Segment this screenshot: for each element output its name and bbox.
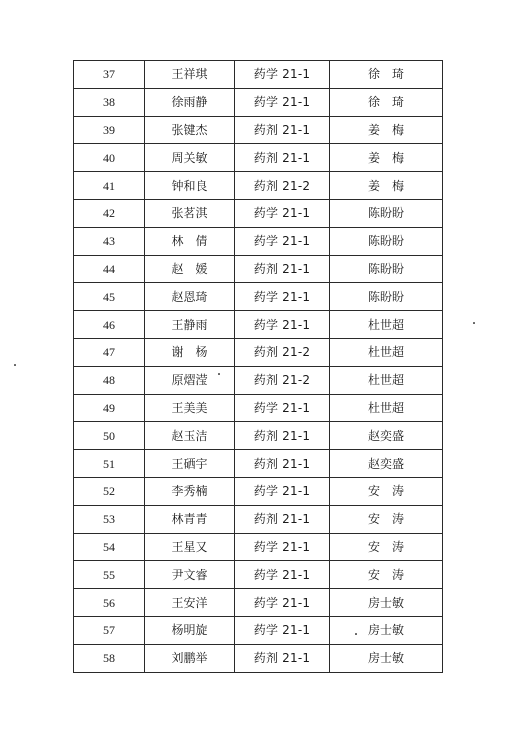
row-number: 53 [74, 505, 145, 533]
class-name: 药学 21-1 [235, 477, 330, 505]
class-name: 药剂 21-2 [235, 366, 330, 394]
table-row [74, 199, 443, 227]
class-name: 药剂 21-1 [235, 644, 330, 672]
tutor-name: 陈盼盼 [330, 227, 443, 255]
row-number: 49 [74, 394, 145, 422]
row-number: 44 [74, 255, 145, 283]
student-name: 王美美 [145, 394, 235, 422]
table-row [74, 477, 443, 505]
row-number: 42 [74, 199, 145, 227]
student-name: 周关敏 [145, 144, 235, 172]
class-name: 药学 21-1 [235, 311, 330, 339]
class-name: 药学 21-1 [235, 227, 330, 255]
row-number: 52 [74, 477, 145, 505]
student-name: 王硒宇 [145, 450, 235, 478]
class-name: 药剂 21-2 [235, 338, 330, 366]
student-name: 徐雨静 [145, 88, 235, 116]
class-name: 药学 21-1 [235, 589, 330, 617]
tutor-name: 陈盼盼 [330, 255, 443, 283]
tutor-name: 杜世超 [330, 366, 443, 394]
row-number: 50 [74, 422, 145, 450]
class-name: 药学 21-1 [235, 394, 330, 422]
table-row [74, 366, 443, 394]
student-name: 赵 媛 [145, 255, 235, 283]
student-name: 赵玉洁 [145, 422, 235, 450]
class-name: 药剂 21-1 [235, 144, 330, 172]
student-name: 刘鹏举 [145, 644, 235, 672]
row-number: 41 [74, 172, 145, 200]
row-number: 55 [74, 561, 145, 589]
table-row [74, 450, 443, 478]
class-name: 药学 21-1 [235, 561, 330, 589]
table-row [74, 644, 443, 672]
student-name: 王静雨 [145, 311, 235, 339]
student-name: 钟和良 [145, 172, 235, 200]
tutor-name: 徐 琦 [330, 61, 443, 89]
student-name: 林青青 [145, 505, 235, 533]
row-number: 51 [74, 450, 145, 478]
row-number: 40 [74, 144, 145, 172]
class-name: 药学 21-1 [235, 283, 330, 311]
class-name: 药学 21-1 [235, 199, 330, 227]
table-row [74, 394, 443, 422]
table-row [74, 533, 443, 561]
class-name: 药剂 21-1 [235, 505, 330, 533]
table-row [74, 338, 443, 366]
student-name: 杨明旋 [145, 616, 235, 644]
scan-speck [355, 633, 357, 635]
row-number: 56 [74, 589, 145, 617]
student-name: 赵恩琦 [145, 283, 235, 311]
tutor-name: 姜 梅 [330, 172, 443, 200]
student-name: 张键杰 [145, 116, 235, 144]
tutor-name: 姜 梅 [330, 144, 443, 172]
tutor-name: 陈盼盼 [330, 283, 443, 311]
student-name: 张茗淇 [145, 199, 235, 227]
scan-speck [473, 322, 475, 324]
class-name: 药学 21-1 [235, 88, 330, 116]
scan-speck [14, 364, 16, 366]
tutor-name: 房士敏 [330, 616, 443, 644]
table-row [74, 422, 443, 450]
table-body [74, 61, 443, 673]
table-row [74, 561, 443, 589]
table-row [74, 616, 443, 644]
row-number: 45 [74, 283, 145, 311]
student-name: 谢 杨 [145, 338, 235, 366]
class-name: 药学 21-1 [235, 533, 330, 561]
tutor-name: 安 涛 [330, 533, 443, 561]
class-name: 药学 21-1 [235, 61, 330, 89]
row-number: 58 [74, 644, 145, 672]
student-name: 原熠滢 [145, 366, 235, 394]
table-row [74, 255, 443, 283]
scan-speck [218, 373, 220, 375]
row-number: 37 [74, 61, 145, 89]
row-number: 57 [74, 616, 145, 644]
tutor-name: 房士敏 [330, 644, 443, 672]
tutor-name: 姜 梅 [330, 116, 443, 144]
tutor-name: 徐 琦 [330, 88, 443, 116]
student-name: 林 倩 [145, 227, 235, 255]
tutor-name: 杜世超 [330, 338, 443, 366]
row-number: 43 [74, 227, 145, 255]
student-name: 尹文睿 [145, 561, 235, 589]
row-number: 46 [74, 311, 145, 339]
row-number: 54 [74, 533, 145, 561]
row-number: 39 [74, 116, 145, 144]
tutor-name: 安 涛 [330, 505, 443, 533]
table-row [74, 144, 443, 172]
tutor-name: 陈盼盼 [330, 199, 443, 227]
tutor-name: 赵奕盛 [330, 450, 443, 478]
student-name: 李秀楠 [145, 477, 235, 505]
class-name: 药剂 21-1 [235, 422, 330, 450]
table-row [74, 589, 443, 617]
class-name: 药剂 21-1 [235, 450, 330, 478]
table-row [74, 61, 443, 89]
row-number: 38 [74, 88, 145, 116]
row-number: 48 [74, 366, 145, 394]
table-row [74, 311, 443, 339]
table-row [74, 88, 443, 116]
student-tutor-table [73, 60, 443, 673]
tutor-name: 杜世超 [330, 394, 443, 422]
table-row [74, 283, 443, 311]
student-name: 王安洋 [145, 589, 235, 617]
table-row [74, 172, 443, 200]
student-name: 王祥琪 [145, 61, 235, 89]
table-row [74, 227, 443, 255]
tutor-name: 房士敏 [330, 589, 443, 617]
class-name: 药剂 21-1 [235, 116, 330, 144]
class-name: 药剂 21-2 [235, 172, 330, 200]
class-name: 药剂 21-1 [235, 255, 330, 283]
tutor-name: 安 涛 [330, 477, 443, 505]
table-row [74, 505, 443, 533]
student-name: 王星又 [145, 533, 235, 561]
tutor-name: 安 涛 [330, 561, 443, 589]
tutor-name: 杜世超 [330, 311, 443, 339]
row-number: 47 [74, 338, 145, 366]
table-row [74, 116, 443, 144]
class-name: 药学 21-1 [235, 616, 330, 644]
tutor-name: 赵奕盛 [330, 422, 443, 450]
